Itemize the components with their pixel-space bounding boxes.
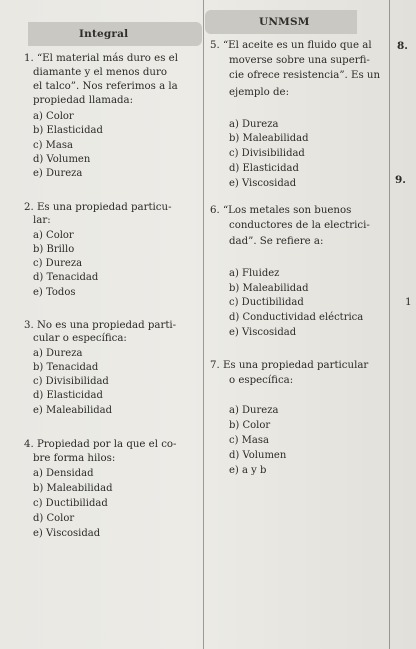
margin-question-number: 1 (405, 296, 412, 308)
q1-option: e) Dureza (33, 168, 83, 179)
q6-option: a) Fluidez (229, 268, 280, 279)
q3-option: a) Dureza (33, 348, 83, 359)
q6-option: d) Conductividad eléctrica (229, 312, 364, 323)
q7-option: a) Dureza (229, 405, 279, 416)
q2-option: d) Tenacidad (33, 272, 99, 283)
q7-option: c) Masa (229, 435, 269, 446)
q5-stem-line: cie ofrece resistencia”. Es un (229, 70, 381, 81)
q2-option: a) Color (33, 230, 74, 241)
q1-stem-line: diamante y el menos duro (33, 67, 167, 78)
q4-stem-line: bre forma hilos: (33, 453, 116, 464)
header-left-title: Integral (79, 28, 129, 40)
q6-option: c) Ductibilidad (229, 297, 304, 308)
q5-stem-line: moverse sobre una superfi- (229, 55, 370, 66)
q5-option: e) Viscosidad (229, 178, 297, 189)
q1-stem-line: el talco”. Nos referimos a la (33, 81, 178, 92)
q2-option: e) Todos (33, 287, 76, 298)
q6-stem-line: 6. “Los metales son buenos (210, 205, 352, 216)
q4-option: e) Viscosidad (33, 528, 101, 539)
q4-option: c) Ductibilidad (33, 498, 108, 509)
q5-stem-line: 5. “El aceite es un fluido que al (210, 40, 372, 51)
column-divider (203, 0, 204, 649)
q6-stem-line: dad”. Se refiere a: (229, 236, 324, 247)
q1-stem-line: 1. “El material más duro es el (24, 53, 178, 64)
margin-question-number: 8. (397, 40, 408, 52)
q5-stem-line: ejemplo de: (229, 87, 290, 98)
q1-option: b) Elasticidad (33, 125, 103, 136)
q6-option: e) Viscosidad (229, 327, 297, 338)
q3-stem-line: cular o específica: (33, 333, 127, 344)
q4-option: b) Maleabilidad (33, 483, 113, 494)
q4-stem-line: 4. Propiedad por la que el co- (24, 439, 177, 450)
q3-option: b) Tenacidad (33, 362, 99, 373)
header-right-title: UNMSM (259, 16, 310, 28)
q5-option: d) Elasticidad (229, 163, 299, 174)
q5-option: c) Divisibilidad (229, 148, 305, 159)
q4-option: a) Densidad (33, 468, 94, 479)
q4-option: d) Color (33, 513, 75, 524)
q7-stem-line: 7. Es una propiedad particular (210, 360, 369, 371)
q3-option: e) Maleabilidad (33, 405, 113, 416)
q2-option: b) Brillo (33, 244, 75, 255)
q1-option: a) Color (33, 111, 74, 122)
q7-option: d) Volumen (229, 450, 287, 461)
q3-option: d) Elasticidad (33, 390, 103, 401)
q3-stem-line: 3. No es una propiedad parti- (24, 320, 177, 331)
q7-option: b) Color (229, 420, 271, 431)
q3-option: c) Divisibilidad (33, 376, 109, 387)
q1-option: c) Masa (33, 140, 73, 151)
q7-stem-line: o específica: (229, 375, 294, 386)
q1-option: d) Volumen (33, 154, 91, 165)
q6-option: b) Maleabilidad (229, 283, 309, 294)
q2-stem-line: lar: (33, 215, 51, 226)
q6-stem-line: conductores de la electrici- (229, 220, 370, 231)
q2-stem-line: 2. Es una propiedad particu- (24, 202, 172, 213)
q1-stem-line: propiedad llamada: (33, 95, 134, 106)
q5-option: b) Maleabilidad (229, 133, 309, 144)
q7-option: e) a y b (229, 465, 267, 476)
column-divider-right (389, 0, 390, 649)
q5-option: a) Dureza (229, 119, 279, 130)
q2-option: c) Dureza (33, 258, 83, 269)
margin-question-number: 9. (395, 174, 406, 186)
